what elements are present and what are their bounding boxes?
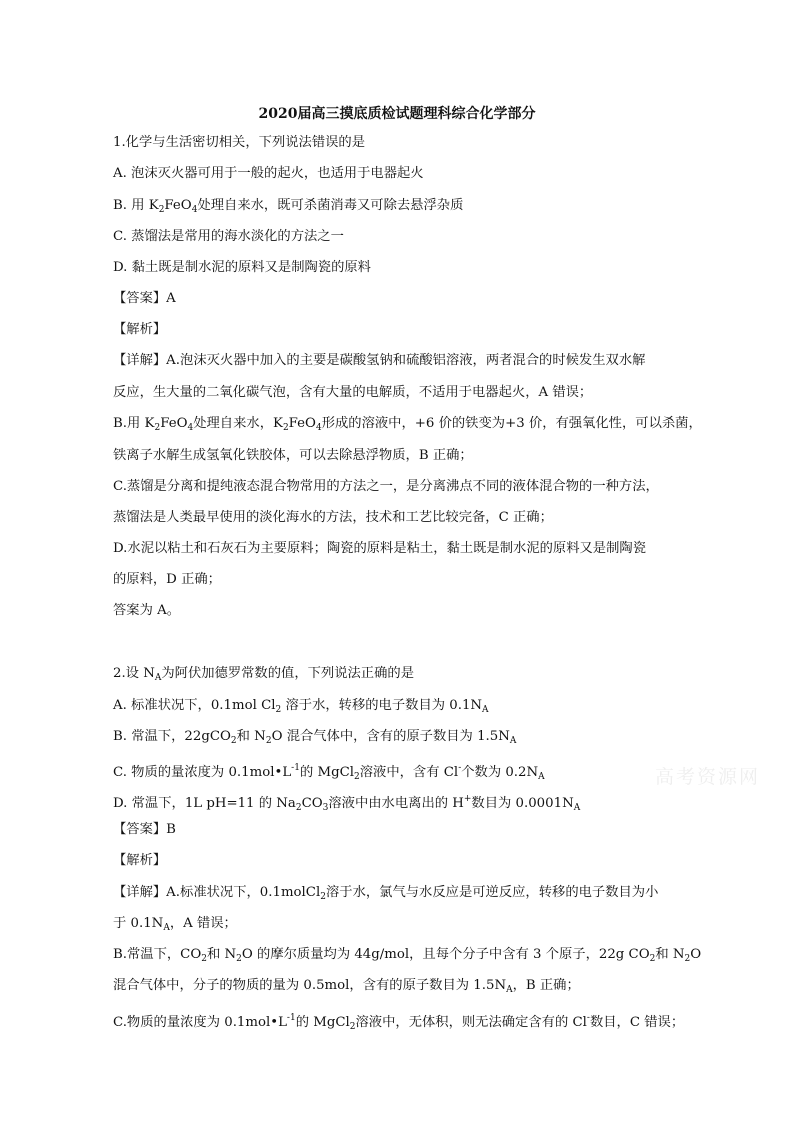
q1-detail-line: 蒸馏法是人类最早使用的淡化海水的方法，技术和工艺比较完备，C 正确；: [113, 510, 553, 525]
q2-analysis-label: 【解析】: [113, 853, 167, 868]
watermark: 高考资源网: [655, 766, 761, 788]
q2-option-d: D. 常温下，1L pH=11 的 $Na_2CO_3$溶液中由水电离出的 H+数目为 $0.0001N_A$: [113, 794, 581, 813]
page-title: 2020届高三摸底质检试题理科综合化学部分: [258, 106, 536, 122]
q1-detail-line: 反应，生大量的二氧化碳气泡，含有大量的电解质，不适用于电器起火，A 错误；: [113, 385, 593, 400]
q1-conclusion: 答案为 A。: [113, 603, 181, 618]
q2-detail-line: 混合气体中，分子的物质的量为 0.5mol，含有的原子数目为 $1.5N_A$，B 正确；: [113, 978, 580, 995]
q2-answer: 【答案】B: [113, 822, 176, 837]
q2-detail-line: B.常温下，$CO_2$和 $N_2O$ 的摩尔质量均为 44g/mol，且每个分子中含有 3 个原子，22g $CO_2$和 $N_2O$: [113, 947, 702, 964]
q1-answer: 【答案】A: [113, 291, 176, 306]
q2-detail-line: 【详解】A.标准状况下，0.1molCl$_2$溶于水，氯气与水反应是可逆反应，转移的电子数目为小: [113, 885, 659, 902]
q1-detail-line: 的原料，D 正确；: [113, 572, 221, 587]
q2-option-a: A. 标准状况下，0.1mol $Cl_2$ 溶于水，转移的电子数目为 $0.1N_A$: [113, 698, 489, 715]
q1-option-d: D. 黏土既是制水泥的原料又是制陶瓷的原料: [113, 260, 371, 275]
q2-detail-line: C.物质的量浓度为 $0.1mol•L^{-1}$的 MgCl$_2$溶液中，无体积，则无法确定含有的 Cl-数目，C 错误；: [113, 1013, 685, 1032]
q1-detail-line: 【详解】A.泡沫灭火器中加入的主要是碳酸氢钠和硫酸铝溶液，两者混合的时候发生双水解: [113, 353, 646, 368]
q1-option-c: C. 蒸馏法是常用的海水淡化的方法之一: [113, 229, 344, 244]
q1-detail-line: B.用 $K_2FeO_4$处理自来水，$K_2FeO_4$形成的溶液中，+6 价的铁变为+3 价，有强氧化性，可以杀菌，: [113, 416, 702, 433]
q1-detail-line: 铁离子水解生成氢氧化铁胶体，可以去除悬浮物质，B 正确；: [113, 448, 473, 463]
q1-option-a: A. 泡沫灭火器可用于一般的起火，也适用于电器起火: [113, 166, 424, 181]
q2-detail-line: 于 $0.1N_A$，A 错误；: [113, 916, 237, 933]
q1-stem: 1.化学与生活密切相关，下列说法错误的是: [113, 135, 366, 150]
q1-option-b: B. 用 $K_2FeO_4$处理自来水，既可杀菌消毒又可除去悬浮杂质: [113, 198, 464, 215]
q1-analysis-label: 【解析】: [113, 322, 167, 337]
q2-option-b: B. 常温下，22gCO$_2$和 $N_2O$ 混合气体中，含有的原子数目为 $1.5N_A$: [113, 729, 517, 746]
q1-detail-line: D.水泥以粘土和石灰石为主要原料；陶瓷的原料是粘土，黏土既是制水泥的原料又是制陶瓷: [113, 541, 646, 556]
q1-detail-line: C.蒸馏是分离和提纯液态混合物常用的方法之一，是分离沸点不同的液体混合物的一种方法，: [113, 479, 659, 494]
q2-stem: 2.设 $N_A$为阿伏加德罗常数的值，下列说法正确的是: [113, 666, 414, 683]
q2-option-c: C. 物质的量浓度为 $0.1mol•L^{-1}$的 MgCl$_2$溶液中，含有 Cl-个数为 $0.2N_A$: [113, 763, 545, 782]
